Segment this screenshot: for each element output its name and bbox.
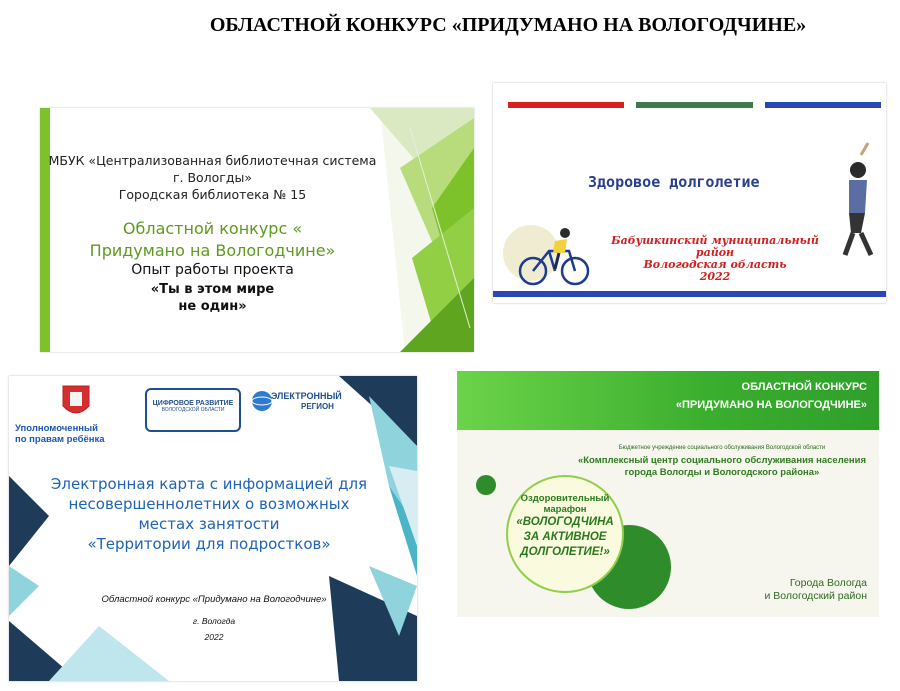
small-green-circle xyxy=(476,475,496,495)
page-title: ОБЛАСТНОЙ КОНКУРС «ПРИДУМАНО НА ВОЛОГОДЧИНЕ» xyxy=(209,14,807,36)
year-caption: 2022 xyxy=(204,632,224,642)
contest-caption: Областной конкурс «Придумано на Вологодчине» xyxy=(101,594,327,605)
district-info: Бабушкинский муниципальный район Вологодская область 2022 xyxy=(611,234,819,283)
place-label: Города Вологда и Вологодский район xyxy=(764,577,867,602)
bottom-blue-stripe xyxy=(493,291,886,297)
contest-name: Областной конкурс « Придумано на Вологодчине» xyxy=(89,219,336,260)
center-name: «Комплексный центр социального обслуживания населения города Вологды и Вологодского района» xyxy=(577,455,867,478)
slide-wellness-marathon xyxy=(457,371,879,617)
slide-electronic-map: Уполномоченный по правам ребёнка ЦИФРОВОЕ РАЗВИТИЕ ВОЛОГОДСКОЙ ОБЛАСТИ ЭЛЕКТРОННЫЙ РЕГИОН Электронная карта с информацией для несовершеннолетних о возможных местах занятости «Территории для подростков» Областной конкурс «Придумано на Вологодчине» г. Вологда 2022 xyxy=(9,376,417,681)
blue-stripe xyxy=(765,102,881,108)
slide-healthy-longevity xyxy=(493,83,886,303)
city-caption: г. Вологда xyxy=(192,616,236,626)
contest-header: ОБЛАСТНОЙ КОНКУРС «ПРИДУМАНО НА ВОЛОГОДЧИНЕ» xyxy=(675,381,867,411)
institution-label: Бюджетное учреждение социального обслуживания Вологодской области xyxy=(618,445,826,451)
slide-library-project xyxy=(40,108,474,352)
organization-name: МБУК «Централизованная библиотечная система г. Вологды» Городская библиотека № 15 xyxy=(48,153,377,202)
red-stripe xyxy=(508,102,624,108)
green-stripe xyxy=(636,102,753,108)
runner-woman-icon xyxy=(845,143,871,255)
vologda-coat-of-arms-icon xyxy=(61,384,91,420)
experience-label: Опыт работы проекта xyxy=(131,262,294,278)
ombudsman-label: Уполномоченный по правам ребёнка xyxy=(15,423,105,445)
marathon-title: Оздоровительный марафон «ВОЛОГОДЧИНА ЗА АКТИВНОЕ ДОЛГОЛЕТИЕ!» xyxy=(516,493,614,558)
project-name: «Ты в этом мире не один» xyxy=(150,282,275,314)
digital-development-logo: ЦИФРОВОЕ РАЗВИТИЕ ВОЛОГОДСКОЙ ОБЛАСТИ xyxy=(145,388,241,432)
slide2-title: Здоровое долголетие xyxy=(588,173,760,191)
cyclist-body-icon xyxy=(553,228,570,269)
globe-icon xyxy=(251,390,273,412)
map-title: Электронная карта с информацией для несовершеннолетних о возможных местах занятости «Территории для подростков» xyxy=(50,475,368,553)
